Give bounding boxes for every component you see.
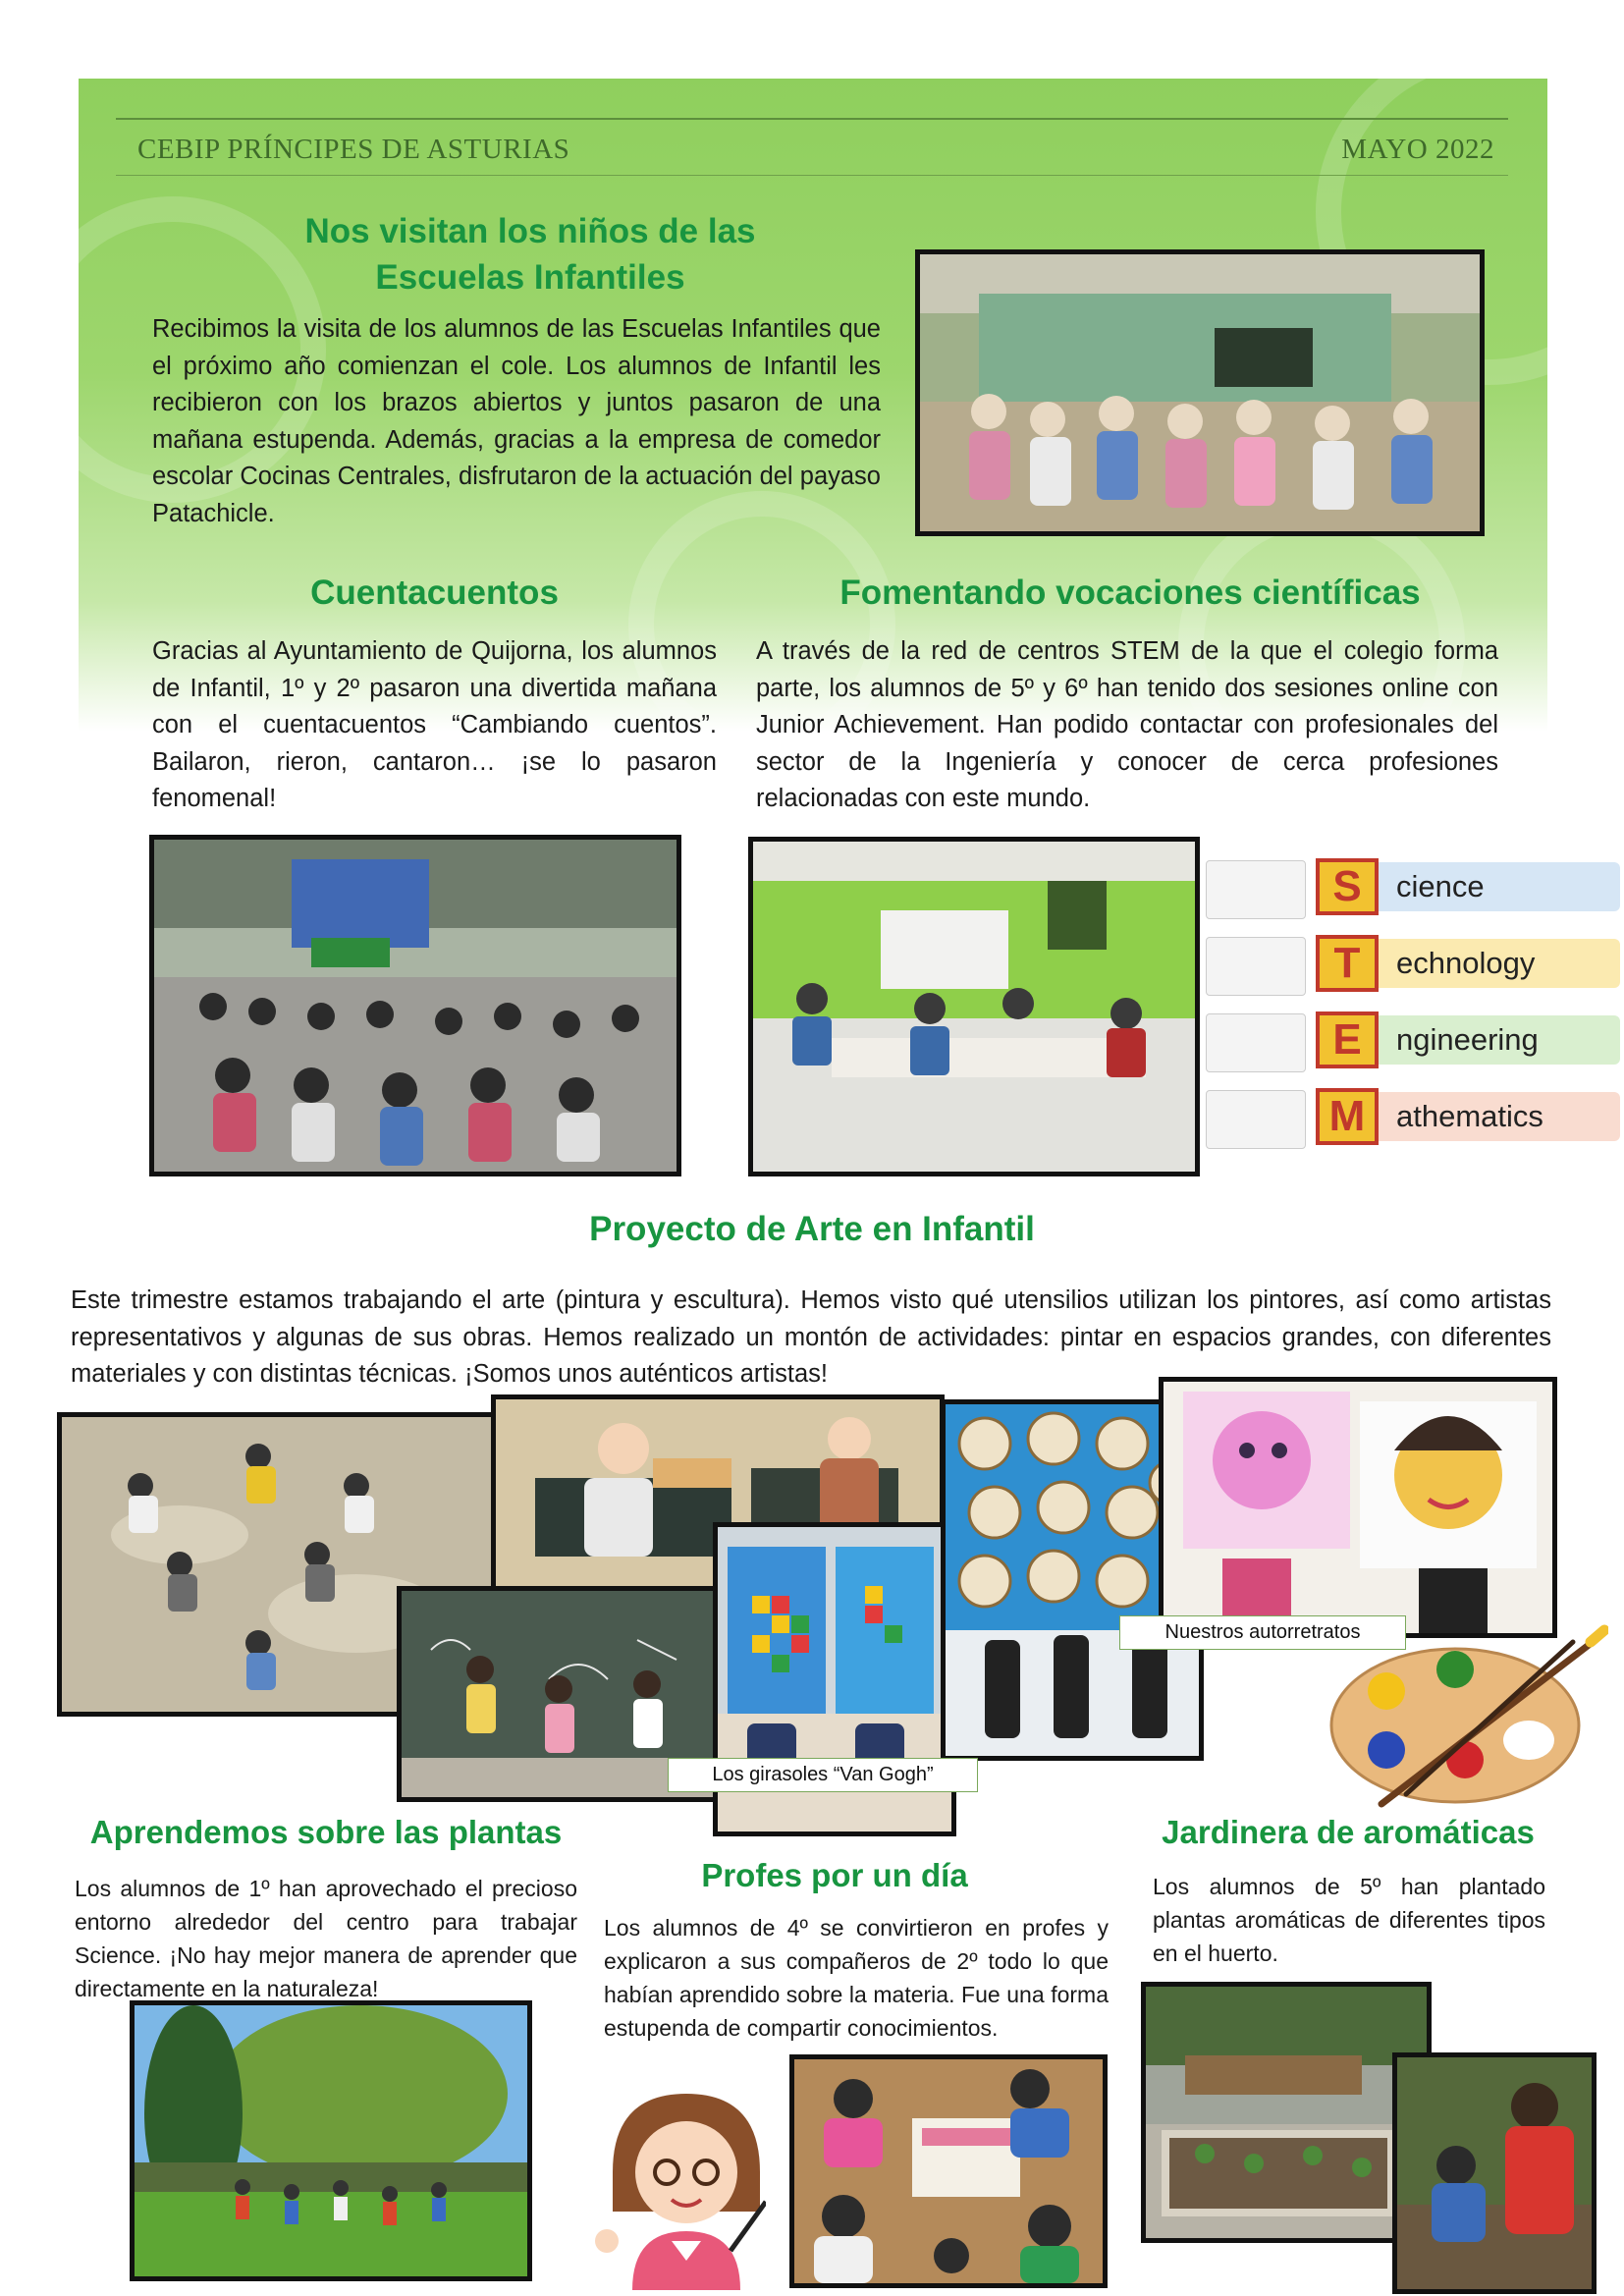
- stem-bar-science: cience: [1335, 862, 1620, 911]
- stem-letter-m: M: [1316, 1088, 1379, 1145]
- story-title: Cuentacuentos: [310, 574, 559, 612]
- math-pi-icon: [1206, 1090, 1306, 1149]
- header-rule-bottom: [116, 175, 1508, 176]
- stem-bar-engineering: ngineering: [1335, 1015, 1620, 1065]
- garden-photo-kids: [1392, 2052, 1597, 2294]
- visit-body: Recibimos la visita de los alumnos de las Escuelas Infantiles que el próximo año comienzan el cole. Los alumnos de Infantil les recibieron con los brazos abiertos y juntos pasaron de una mañana estupenda. Además, gracias a la empresa de comedor escolar Cocinas Centrales, disfrutaron de la actuación del payaso Patachicle.: [152, 315, 881, 527]
- stem-letter-t: T: [1316, 935, 1379, 992]
- paint-blob-green: [1436, 1651, 1474, 1688]
- stem-graphic: [1206, 858, 1579, 1153]
- visit-title: [152, 208, 908, 301]
- science-tools-icon: [1206, 860, 1306, 919]
- teachers-photo: [789, 2054, 1108, 2288]
- visit-title-line1: Nos visitan los niños de las: [304, 212, 756, 250]
- garden-body: Los alumnos de 5º han plantado plantas aromáticas de diferentes tipos en el huerto.: [1153, 1874, 1545, 1966]
- garden-title: Jardinera de aromáticas: [1162, 1814, 1535, 1850]
- paint-blob-blue: [1368, 1731, 1405, 1769]
- science-photo: [748, 837, 1200, 1176]
- teachers-body: Los alumnos de 4º se convirtieron en profes y explicaron a sus compañeros de 2º todo lo que habían aprendido sobre la materia. Fue una forma estupenda de compartir conocimientos.: [604, 1915, 1109, 2041]
- plants-body: Los alumnos de 1º han aprovechado el precioso entorno alrededor del centro para trabajar Science. ¡No hay mejor manera de aprender que directamente en la naturaleza!: [75, 1876, 577, 2001]
- plants-title: Aprendemos sobre las plantas: [89, 1814, 563, 1850]
- paint-blob-yellow: [1368, 1672, 1405, 1710]
- art-photo-self-portraits: [1159, 1377, 1557, 1638]
- paint-palette-icon: [1327, 1622, 1608, 1809]
- stem-bar-technology: echnology: [1335, 939, 1620, 988]
- school-name: CEBIP PRÍNCIPES DE ASTURIAS: [137, 134, 570, 165]
- stem-bar-mathematics: athematics: [1335, 1092, 1620, 1141]
- caption-self-portraits: Nuestros autorretratos: [1119, 1615, 1406, 1650]
- stem-letter-e: E: [1316, 1011, 1379, 1068]
- stem-letter-s: S: [1316, 858, 1379, 915]
- header-rule-top: [116, 118, 1508, 120]
- art-body: Este trimestre estamos trabajando el arte (pintura y escultura). Hemos visto qué utensilios utilizan los pintores, así como artistas representativos y algunas de sus obras. Hemos realizado un montón de actividades: pintar en espacios grandes, con diferentes materiales y con distintas técnicas. ¡Somos unos auténticos artistas!: [71, 1286, 1551, 1388]
- art-title: Proyecto de Arte en Infantil: [589, 1210, 1035, 1248]
- teacher-cartoon-icon: [593, 2094, 766, 2290]
- garden-photo-planter: [1141, 1982, 1432, 2243]
- story-body: Gracias al Ayuntamiento de Quijorna, los alumnos de Infantil, 1º y 2º pasaron una divertida mañana con el cuentacuentos “Cambiando cuentos”. Bailaron, rieron, cantaron… ¡se lo pasaron fenomenal!: [152, 637, 717, 812]
- teachers-title: Profes por un día: [701, 1857, 968, 1893]
- visit-title-line2: Escuelas Infantiles: [375, 258, 685, 298]
- technology-hand-icon: [1206, 937, 1306, 996]
- science-body: A través de la red de centros STEM de la que el colegio forma parte, los alumnos de 5º y 6º han tenido dos sesiones online con Junior Achievement. Han podido contactar con profesionales del sector de la Ingeniería y conocer de cerca profesiones relacionadas con este mundo.: [756, 637, 1498, 812]
- visit-photo: [915, 249, 1485, 536]
- caption-sunflowers: Los girasoles “Van Gogh”: [668, 1758, 978, 1792]
- engineering-helmet-icon: [1206, 1013, 1306, 1072]
- story-photo: [149, 835, 681, 1176]
- science-title: Fomentando vocaciones científicas: [839, 574, 1421, 612]
- issue-date: MAYO 2022: [1341, 134, 1494, 165]
- plants-photo: [130, 2000, 532, 2281]
